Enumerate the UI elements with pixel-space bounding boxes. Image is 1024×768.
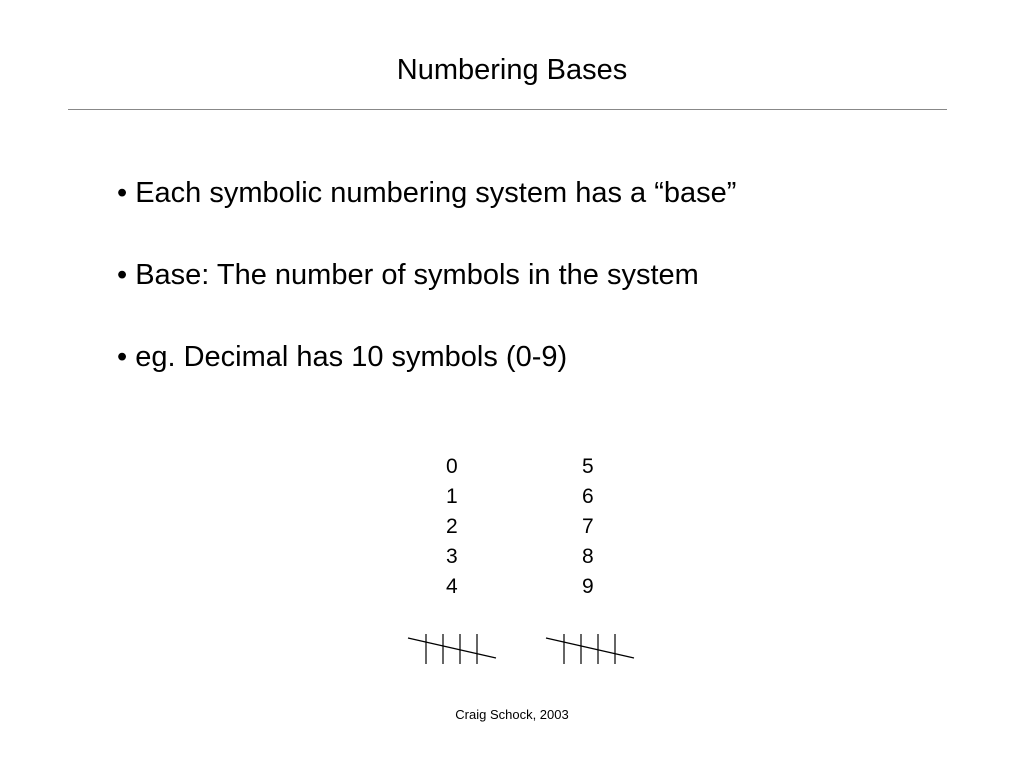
bullet-list <box>117 175 736 421</box>
bullet-item: • eg. Decimal has 10 symbols (0-9) <box>117 341 568 373</box>
bullet-item: • Each symbolic numbering system has a “base” <box>117 177 737 209</box>
tally-group-left <box>406 628 498 670</box>
footer-credit: Craig Schock, 2003 <box>455 707 569 722</box>
digit: 1 <box>446 485 458 508</box>
digit: 6 <box>582 485 594 508</box>
digit: 0 <box>446 455 458 478</box>
title-divider <box>68 109 947 110</box>
bullet-item: • Base: The number of symbols in the system <box>117 259 699 291</box>
digits-column-right <box>582 452 612 602</box>
digit: 3 <box>446 545 458 568</box>
digit: 7 <box>582 515 594 538</box>
digit: 9 <box>582 575 594 598</box>
digit: 4 <box>446 575 458 598</box>
slide-title: Numbering Bases <box>396 54 628 86</box>
tally-group-right <box>544 628 636 670</box>
digit: 5 <box>582 455 594 478</box>
digit: 2 <box>446 515 458 538</box>
digits-column-left <box>446 452 476 602</box>
tally-slash <box>408 638 496 658</box>
tally-slash <box>546 638 634 658</box>
digit: 8 <box>582 545 594 568</box>
